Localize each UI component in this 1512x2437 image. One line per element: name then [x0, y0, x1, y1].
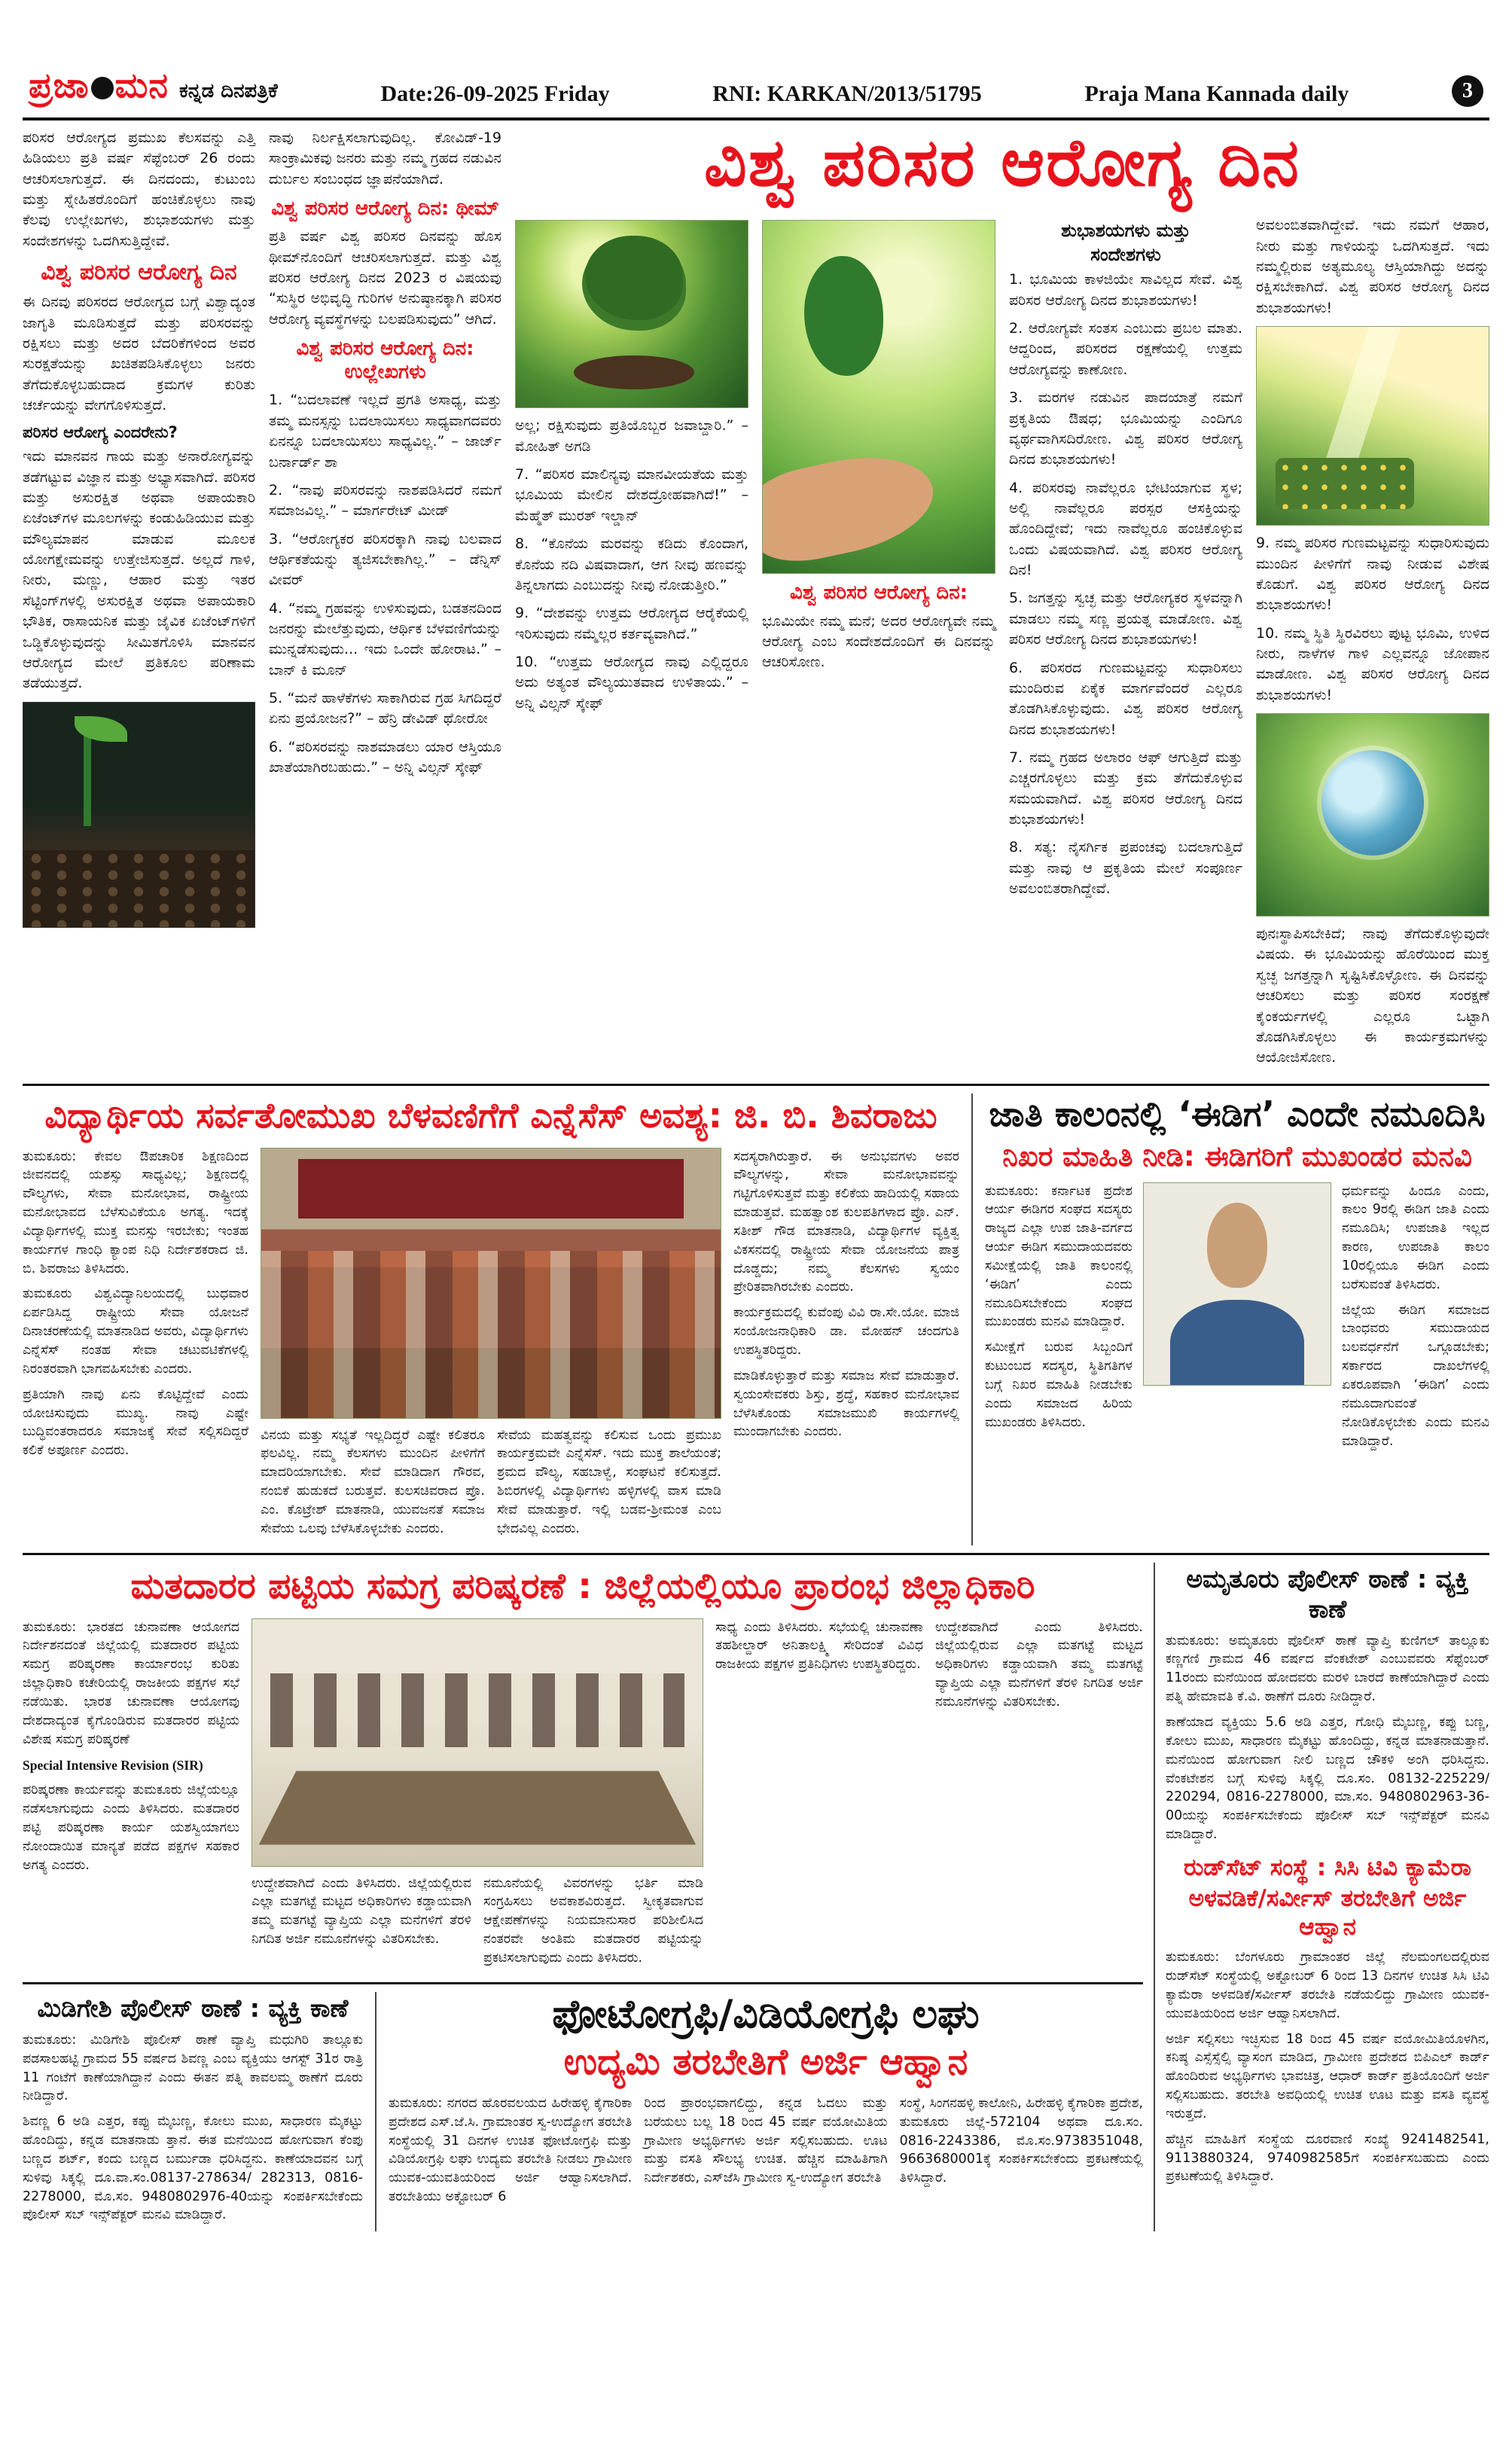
- lower-left-region: [23, 1563, 1143, 2232]
- list-item: 2. ಆರೋಗ್ಯವೇ ಸಂತಸ ಎಂಬುದು ಪ್ರಬಲ ಮಾತು. ಆದ್ದರಿಂದ, ಪರಿಸರದ ರಕ್ಷಣೆಯಲ್ಲಿ ಉತ್ತಮ ಆರೋಗ್ಯವನ್ನು ಕಾಣೋಣ.: [1009, 320, 1242, 378]
- article-eediga: [985, 1093, 1489, 1545]
- list-item: 10. “ಉತ್ತಮ ಆರೋಗ್ಯದ ನಾವು ಎಲ್ಲಿದ್ದರೂ ಅದು ಅತ್ಯಂತ ವೌಲ್ಯಯುತವಾದ ಉಳಿತಾಯ.” – ಅನ್ನಿ ವಿಲ್ಸನ್ ಸ್ಕೇಫ್: [515, 653, 748, 712]
- body-text: ಈ ದಿನವು ಪರಿಸರದ ಆರೋಗ್ಯದ ಬಗ್ಗೆ ವಿಶ್ವಾದ್ಯಂತ ಜಾಗೃತಿ ಮೂಡಿಸುತ್ತದೆ ಮತ್ತು ಪರಿಸರವನ್ನು ರಕ್ಷಿಸಲು ಮತ್ತು ಅದರ ಬೆದರಿಕೆಗಳಿಂದ ಅವರ ಸುರಕ್ಷತೆಯನ್ನು ಖಚಿತಪಡಿಸಿಕೊಳ್ಳಲು ಜನರು ತೆಗೆದುಕೊಳ್ಳಬಹುದಾದ ಕ್ರಮಗಳ ಕುರಿತು ಚರ್ಚೆಯನ್ನು ವೇಗಗೊಳಿಸುತ್ತದೆ.: [23, 294, 255, 413]
- section-divider: [23, 1084, 1489, 1086]
- list-item: 6. “ಪರಿಸರವನ್ನು ನಾಶಮಾಡಲು ಯಾರ ಆಸ್ತಿಯೂ ಖಾತೆಯಾಗಿರಬಹುದು.” – ಅನ್ನಿ ವಿಲ್ಸನ್ ಸ್ಕೇಫ್: [269, 738, 501, 776]
- soil-mound-shape: [574, 355, 694, 389]
- flowers-shape: [1276, 458, 1415, 509]
- eediga-headline: ಜಾತಿ ಕಾಲಂನಲ್ಲಿ ‘ಈಡಿಗ’ ಎಂದೇ ನಮೂದಿಸಿ: [989, 1093, 1486, 1134]
- globe-shape: [1321, 750, 1424, 855]
- eediga-middle: [1143, 1182, 1331, 1458]
- list-item: 1. ಭೂಮಿಯ ಕಾಳಜಿಯೇ ಸಾವಿಲ್ಲದ ಸೇವೆ. ವಿಶ್ವ ಪರಿಸರ ಆರೋಗ್ಯ ದಿನದ ಶುಭಾಶಯಗಳು!: [1009, 271, 1242, 309]
- column-rule: [375, 1992, 376, 2231]
- body-text: ಅರ್ಜಿ ಸಲ್ಲಿಸಲು ಇಚ್ಛಿಸುವ 18 ರಿಂದ 45 ವರ್ಷ ವಯೋಮಿತಿಯೊಳಗಿನ, ಕನಿಷ್ಠ ಎಸ್ಸೆಸ್ಸೆಲ್ಸಿ ವ್ಯಾಸಂಗ ಮಾಡಿದ, ಗ್ರಾಮೀಣ ಪ್ರದೇಶದ ಬಿಪಿಎಲ್ ಕಾರ್ಡ್ ಹೊಂದಿರುವ ಅಭ್ಯರ್ಥಿಗಳು ಭಾವಚಿತ್ರ, ಆಧಾರ್ ಕಾರ್ಡ್ ಪ್ರತಿಯೊಂದಿಗೆ ಅರ್ಜಿ ಸಲ್ಲಿಸಬಹುದು. ತರಬೇತಿ ಅವಧಿಯಲ್ಲಿ ಉಚಿತ ಊಟ ಮತ್ತು ವಸತಿ ವ್ಯವಸ್ಥೆ ಇರುತ್ತದೆ.: [1166, 2031, 1489, 2121]
- section-divider: [23, 1982, 1143, 1984]
- section-two: [23, 1093, 1489, 1545]
- article-world-environment-health-day: [23, 124, 1489, 1076]
- lead-column-3: [515, 215, 748, 1075]
- people-shapes: [261, 1251, 721, 1418]
- greetings-list: [1009, 270, 1242, 899]
- body-text: ತುಮಕೂರು ವಿಶ್ವವಿದ್ಯಾನಿಲಯದಲ್ಲಿ ಬುಧವಾರ ಏರ್ಪಡಿಸಿದ್ದ ರಾಷ್ಟ್ರೀಯ ಸೇವಾ ಯೋಜನೆ ದಿನಾಚರಣೆಯಲ್ಲಿ ಮಾತನಾಡಿದ ಅವರು, ವಿದ್ಯಾರ್ಥಿಗಳು ಎನ್ನೆಸೆಸ್ ನಂತಹ ಸೇವಾ ಚಟುವಟಿಕೆಗಳಲ್ಲಿ ನಿರಂತರವಾಗಿ ಭಾಗವಹಿಸಬೇಕು ಎಂದರು.: [23, 1286, 248, 1377]
- sprout-shape: [84, 724, 91, 825]
- photo-globe-on-leaf: [1256, 713, 1489, 917]
- lead-column-5: [1009, 215, 1242, 1075]
- meeting-people-shapes: [270, 1673, 684, 1747]
- article-midigesi-missing: [23, 1992, 363, 2231]
- eediga-column-1: [985, 1182, 1132, 1458]
- subhead-day: ವಿಶ್ವ ಪರಿಸರ ಆರೋಗ್ಯ ದಿನ: [41, 259, 237, 286]
- eediga-column-2: [1342, 1182, 1489, 1458]
- body-text: ಭೂಮಿಯೇ ನಮ್ಮ ಮನೆ; ಅದರ ಆರೋಗ್ಯವೇ ನಮ್ಮ ಆರೋಗ್ಯ ಎಂಬ ಸಂದೇಶದೊಂದಿಗೆ ಈ ದಿನವನ್ನು ಆಚರಿಸೋಣ.: [762, 612, 995, 671]
- quotes-list-2: [515, 465, 748, 714]
- sapling-shape: [804, 256, 883, 376]
- lead-column-2: [269, 128, 501, 1076]
- body-text: ಪರಿಸರ ಆರೋಗ್ಯದ ಪ್ರಮುಖ ಕೆಲಸವನ್ನು ಎತ್ತಿ ಹಿಡಿಯಲು ಪ್ರತಿ ವರ್ಷ ಸೆಪ್ಟೆಂಬರ್ 26 ರಂದು ಆಚರಿಸಲಾಗುತ್ತದೆ. ಈ ದಿನದಂದು, ಕುಟುಂಬ ಮತ್ತು ಸ್ನೇಹಿತರೊಂದಿಗೆ ಹಂಚಿಕೊಳ್ಳಲು ನಾವು ಕೆಲವು ಉಲ್ಲೇಖಗಳು, ಶುಭಾಶಯಗಳು ಮತ್ತು ಸಂದೇಶಗಳನ್ನು ಒದಗಿಸುತ್ತಿದ್ದೇವೆ.: [23, 130, 255, 249]
- list-item: 1. “ಬದಲಾವಣೆ ಇಲ್ಲದೆ ಪ್ರಗತಿ ಅಸಾಧ್ಯ, ಮತ್ತು ತಮ್ಮ ಮನಸ್ಸನ್ನು ಬದಲಾಯಿಸಲು ಸಾಧ್ಯವಾಗದವರು ಏನನ್ನೂ ಬದಲಾಯಿಸಲು ಸಾಧ್ಯವಿಲ್ಲ.” – ಜಾರ್ಜ್ ಬರ್ನಾರ್ಡ್ ಶಾ: [269, 392, 501, 471]
- body-text: ತುಮಕೂರು: ಕರ್ನಾಟಕ ಪ್ರದೇಶ ಆರ್ಯ ಈಡಿಗರ ಸಂಘದ ಸದಸ್ಯರು ರಾಜ್ಯದ ಎಲ್ಲಾ ಉಪ ಜಾತಿ-ವರ್ಗದ ಆರ್ಯ ಈಡಿಗ ಸಮುದಾಯದವರು ಸಮೀಕ್ಷೆಯಲ್ಲಿ ಜಾತಿ ಕಾಲಂನಲ್ಲಿ ‘ಈಡಿಗ’ ಎಂದು ನಮೂದಿಸಬೇಕೆಂದು ಸಂಘದ ಮುಖಂಡರು ಮನವಿ ಮಾಡಿದ್ದಾರೆ.: [985, 1183, 1132, 1330]
- list-item: 7. ನಮ್ಮ ಗ್ರಹದ ಅಲಾರಂ ಆಫ್ ಆಗುತ್ತಿದೆ ಮತ್ತು ಎಚ್ಚರಗೊಳ್ಳಲು ಮತ್ತು ಕ್ರಮ ತೆಗೆದುಕೊಳ್ಳುವ ಸಮಯವಾಗಿದೆ. ವಿಶ್ವ ಪರಿಸರ ಆರೋಗ್ಯ ದಿನದ ಶುಭಾಶಯಗಳು!: [1009, 749, 1242, 828]
- subhead-theme: ವಿಶ್ವ ಪರಿಸರ ಆರೋಗ್ಯ ದಿನ: ಥೀಮ್: [271, 197, 499, 221]
- body-text: ನಾವು ನಿರ್ಲಕ್ಷಿಸಲಾಗುವುದಿಲ್ಲ. ಕೋವಿಡ್-19 ಸಾಂಕ್ರಾಮಿಕವು ಜನರು ಮತ್ತು ನಮ್ಮ ಗ್ರಹದ ನಡುವಿನ ದುರ್ಬಲ ಸಂಬಂಧದ ಜ್ಞಾಪನೆಯಾಗಿದೆ.: [269, 130, 501, 188]
- list-item: 4. “ನಮ್ಮ ಗ್ರಹವನ್ನು ಉಳಿಸುವುದು, ಬಡತನದಿಂದ ಜನರನ್ನು ಮೇಲೆತ್ತುವುದು, ಆರ್ಥಿಕ ಬೆಳವಣಿಗೆಯನ್ನು ಮುನ್ನಡೆಸುವುದು... ಇದು ಒಂದೇ ಹೋರಾಟ.” – ಬಾನ್ ಕಿ ಮೂನ್: [269, 599, 501, 679]
- photo-sunlit-plants: [1256, 326, 1489, 526]
- amrutur-headline: ಅಮೃತೂರು ಪೊಲೀಸ್ ಠಾಣೆ : ವ್ಯಕ್ತಿ ಕಾಣೆ: [1186, 1563, 1469, 1624]
- nss-below-col-1: [261, 1426, 485, 1545]
- header-rule: [23, 117, 1489, 120]
- photo-dc-meeting: [251, 1618, 703, 1867]
- body-text: ಮಾಡಿಕೊಳ್ಳುತ್ತಾರೆ ಮತ್ತು ಸಮಾಜ ಸೇವೆ ಮಾಡುತ್ತಾರೆ. ಸ್ವಯಂಸೇವಕರು ಶಿಸ್ತು, ಶ್ರದ್ಧೆ, ಸಹಕಾರ ಮನೋಭಾವ ಬೆಳೆಸಿಕೊಂಡು ಸಮಾಜಮುಖಿ ಕಾರ್ಯಗಳಲ್ಲಿ ಮುಂದಾಗಬೇಕು ಎಂದರು.: [733, 1368, 959, 1440]
- nss-column-3: [733, 1148, 959, 1545]
- body-text: ಹೆಚ್ಚಿನ ಮಾಹಿತಿಗೆ ಸಂಸ್ಥೆಯ ದೂರವಾಣಿ ಸಂಖ್ಯೆ 9241482541, 9113880324, 9740982585ಗೆ ಸಂಪರ್ಕಿಸಬಹುದು ಎಂದು ಪ್ರಕಟಣೆಯಲ್ಲಿ ತಿಳಿಸಿದ್ದಾರೆ.: [1166, 2131, 1489, 2185]
- body-text: ಕಾರ್ಯಕ್ರಮದಲ್ಲಿ ಕುವೆಂಪು ವಿವಿ ರಾ.ಸೇ.ಯೋ. ಮಾಜಿ ಸಂಯೋಜನಾಧಿಕಾರಿ ಡಾ. ಮೋಹನ್ ಚಂದಗುತಿ ಉಪಸ್ಥಿತರಿದ್ದರು.: [733, 1305, 959, 1359]
- training-column-2: [644, 2094, 887, 2213]
- meeting-table-shape: [259, 1771, 696, 1844]
- list-item: 9. “ದೇಶವನ್ನು ಉತ್ತಮ ಆರೋಗ್ಯದ ಆರೈಕೆಯಲ್ಲಿ ಇರಿಸುವುದು ನಮ್ಮೆಲ್ಲರ ಕರ್ತವ್ಯವಾಗಿದೆ.”: [515, 605, 748, 642]
- nss-below-col-2: [497, 1426, 721, 1545]
- lead-column-1: [23, 128, 255, 1076]
- midigesi-headline: ಮಿಡಿಗೇಶಿ ಪೊಲೀಸ್ ಠಾಣೆ : ವ್ಯಕ್ತಿ ಕಾಣೆ: [37, 1993, 349, 2023]
- greetings-heading-line1: ಶುಭಾಶಯಗಳು ಮತ್ತು: [1061, 220, 1190, 242]
- body-text: ವಿನಯ ಮತ್ತು ಸಭ್ಯತೆ ಇಲ್ಲದಿದ್ದರೆ ಎಷ್ಟೇ ಕಲಿತರೂ ಫಲವಿಲ್ಲ. ನಮ್ಮ ಕೆಲಸಗಳು ಮುಂದಿನ ಪೀಳಿಗೆಗೆ ಮಾದರಿಯಾಗಬೇಕು. ಸೇವೆ ಮಾಡಿದಾಗ ಗೌರವ, ನಂಬಿಕೆ ಹುಡುಕದೆ ಬರುತ್ತವೆ. ಕುಲಸಚಿವರಾದ ಪ್ರೊ. ಎಂ. ಕೊಟ್ರೇಶ್ ಮಾತನಾಡಿ, ಯುವಜನತೆ ಸಮಾಜ ಸೇವೆಯ ಒಲವು ಬೆಳೆಸಿಕೊಳ್ಳಬೇಕು ಎಂದರು.: [261, 1427, 485, 1536]
- sir-headline: ಮತದಾರರ ಪಟ್ಟಿಯ ಸಮಗ್ರ ಪರಿಷ್ಕರಣೆ : ಜಿಲ್ಲೆಯಲ್ಲಿಯೂ ಪ್ರಾರಂಭ ಜಿಲ್ಲಾಧಿಕಾರಿ: [130, 1565, 1035, 1607]
- list-item: 2. “ನಾವು ಪರಿಸರವನ್ನು ನಾಶಪಡಿಸಿದರೆ ನಮಗೆ ಸಮಾಜವಿಲ್ಲ.” – ಮಾರ್ಗರೇಟ್ ಮೀಡ್: [269, 481, 501, 520]
- list-item: 8. “ಕೊನೆಯ ಮರವನ್ನು ಕಡಿದು ಕೊಂದಾಗ, ಕೊನೆಯ ನದಿ ವಿಷವಾದಾಗ, ಆಗ ನೀವು ಹಣವನ್ನು ತಿನ್ನಲಾಗದು ಎಂಬುದನ್ನು ನೀವು ನೋಡುತ್ತೀರಿ.”: [515, 535, 748, 593]
- article-rudset-training: [1166, 1853, 1489, 2186]
- body-text: ಸೇವೆಯ ಮಹತ್ವವನ್ನು ಕಲಿಸುವ ಒಂದು ಪ್ರಮುಖ ಕಾರ್ಯಕ್ರಮವೇ ಎನ್ನೆಸೆಸ್. ಇದು ಮುಕ್ತ ಶಾಲೆಯಂತೆ; ಶ್ರಮದ ವೌಲ್ಯ, ಸಹಬಾಳ್ವೆ, ಸಂಘಟನೆ ಕಲಿಸುತ್ತದೆ. ಶಿಬಿರಗಳಲ್ಲಿ ವಿದ್ಯಾರ್ಥಿಗಳು ಹಳ್ಳಿಗಳಲ್ಲಿ ವಾಸ ಮಾಡಿ ಸೇವೆ ಮಾಡುತ್ತಾರೆ. ಇಲ್ಲಿ ಬಡವ-ಶ್ರೀಮಂತ ಎಂಬ ಭೇದವಿಲ್ಲ ಎಂದರು.: [497, 1427, 721, 1536]
- sir-column-5: [935, 1618, 1143, 1975]
- body-text: ತುಮಕೂರು: ಕೇವಲ ಔಪಚಾರಿಕ ಶಿಕ್ಷಣದಿಂದ ಜೀವನದಲ್ಲಿ ಯಶಸ್ಸು ಸಾಧ್ಯವಿಲ್ಲ; ಶಿಕ್ಷಣದಲ್ಲಿ ವೌಲ್ಯಗಳು, ಸೇವಾ ಮನೋಭಾವ, ರಾಷ್ಟ್ರೀಯ ಮನೋಭಾವದ ಬೆಳೆಸುವಿಕೆಯೂ ಅಗತ್ಯ. ಇದಕ್ಕೆ ವಿದ್ಯಾರ್ಥಿಗಳಲ್ಲಿ ಮುಕ್ತ ಮನಸ್ಸು ಇರಬೇಕು; ಇಂತಹ ಕಾರ್ಯಗಳ ಗಾಂಧಿ ಕ್ಯಾಂಪ ನಿಧಿ ನಿರ್ದೇಶಕರಾದ ಜಿ. ಬಿ. ಶಿವರಾಜು ತಿಳಿಸಿದರು.: [23, 1148, 248, 1276]
- portrait-head-shape: [1207, 1203, 1267, 1288]
- rni-number: RNI: KARKAN/2013/51795: [712, 81, 982, 106]
- lead-column-6: [1256, 215, 1489, 1075]
- training-column-3: [900, 2094, 1143, 2213]
- body-text: ಇದು ಮಾನವನ ಗಾಯ ಮತ್ತು ಅನಾರೋಗ್ಯವನ್ನು ತಡೆಗಟ್ಟುವ ವಿಜ್ಞಾನ ಮತ್ತು ಅಭ್ಯಾಸವಾಗಿದೆ. ಪರಿಸರ ಮತ್ತು ಅಸುರಕ್ಷಿತ ಅಥವಾ ಅಪಾಯಕಾರಿ ಏಜೆಂಟ್‌ಗಳ ಮೂಲಗಳನ್ನು ಕಂಡುಹಿಡಿಯುವ ಮತ್ತು ಮೌಲ್ಯಮಾಪನ ಮಾಡುವ ಮೂಲಕ ಯೋಗಕ್ಷೇಮವನ್ನು ಉತ್ತೇಜಿಸುತ್ತದೆ. ಅಲ್ಲದೆ ಗಾಳಿ, ನೀರು, ಮಣ್ಣು, ಆಹಾರ ಮತ್ತು ಇತರ ಸೆಟ್ಟಿಂಗ್‌ಗಳಲ್ಲಿ ಅಸುರಕ್ಷಿತ ಅಥವಾ ಅಪಾಯಕಾರಿ ಭೌತಿಕ, ರಾಸಾಯನಿಕ ಮತ್ತು ಜೈವಿಕ ಏಜೆಂಟ್‌ಗಳಿಗೆ ಒಡ್ಡಿಕೊಳ್ಳುವುದನ್ನು ಸೀಮಿತಗೊಳಿಸಿ ಮಾನವನ ಆರೋಗ್ಯದ ಮೇಲೆ ಪ್ರತಿಕೂಲ ಪರಿಣಾಮ ತಡೆಯುತ್ತದೆ.: [23, 448, 255, 692]
- lower-region: [23, 1563, 1489, 2232]
- body-text: ಸಂಸ್ಥೆ, ಸಿಂಗನಹಳ್ಳಿ ಕಾಲೋನಿ, ಹಿರೇಹಳ್ಳಿ ಕೈಗಾರಿಕಾ ಪ್ರದೇಶ, ತುಮಕೂರು ಜಿಲ್ಲೆ-572104 ಅಥವಾ ದೂ.ಸಂ. 0816-2243386, ಮೊ.ಸಂ.9738351048, 9663680001ಕ್ಕೆ ಸಂಪರ್ಕಿಸಬೇಕೆಂದು ಪ್ರಕಟಣೆಯಲ್ಲಿ ತಿಳಿಸಿದ್ದಾರೆ.: [899, 2095, 1143, 2186]
- list-item: 5. “ಮನೆ ಹಾಳೆಕೆಗಳು ಸಾಕಾಗಿರುವ ಗ್ರಹ ಸಿಗದಿದ್ದರೆ ಏನು ಪ್ರಯೋಜನ?” – ಹೆನ್ರಿ ಡೇವಿಡ್ ಥೋರೋ: [269, 690, 501, 727]
- nss-column-1: [23, 1148, 248, 1545]
- masthead-title: [29, 65, 169, 107]
- page-header: [23, 65, 1489, 114]
- lower-right-region: [1166, 1563, 1489, 2232]
- list-item: 4. ಪರಿಸರವು ನಾವೆಲ್ಲರೂ ಭೇಟಿಯಾಗುವ ಸ್ಥಳ; ಅಲ್ಲಿ ನಾವೆಲ್ಲರೂ ಪರಸ್ಪರ ಆಸಕ್ತಿಯನ್ನು ಹೊಂದಿದ್ದೇವೆ; ಇದು ನಾವೆಲ್ಲರೂ ಹಂಚಿಕೊಳ್ಳುವ ಒಂದು ವಿಷಯವಾಗಿದೆ. ವಿಶ್ವ ಪರಿಸರ ಆರೋಗ್ಯ ದಿನ!: [1009, 479, 1242, 579]
- list-item: 6. ಪರಿಸರದ ಗುಣಮಟ್ಟವನ್ನು ಸುಧಾರಿಸಲು ಮುಂದಿರುವ ಏಕೈಕ ಮಾರ್ಗವೆಂದರೆ ಎಲ್ಲರೂ ತೊಡಗಿಸಿಕೊಳ್ಳುವುದು. ವಿಶ್ವ ಪರಿಸರ ಆರೋಗ್ಯ ದಿನದ ಶುಭಾಶಯಗಳು!: [1009, 659, 1242, 738]
- masthead-subtitle: ಕನ್ನಡ ದಿನಪತ್ರಿಕೆ: [179, 80, 278, 102]
- article-amrutur-missing: [1166, 1564, 1489, 1844]
- mini-subhead: ವಿಶ್ವ ಪರಿಸರ ಆರೋಗ್ಯ ದಿನ:: [789, 581, 968, 605]
- leaf-shape: [75, 716, 127, 742]
- sir-column-1: [23, 1618, 239, 1975]
- bottom-notices: [23, 1992, 1143, 2231]
- body-text: ತುಮಕೂರು: ಅಮೃತೂರು ಪೊಲೀಸ್ ಠಾಣೆ ವ್ಯಾಪ್ತಿ ಕುಣಿಗಲ್ ತಾಲ್ಲೂಕು ಕಣ್ಣಗಣಿ ಗ್ರಾಮದ 46 ವರ್ಷದ ವೆಂಕಟೇಶ್ ಎಂಬುವವರು ಸೆಪ್ಟೆಂಬರ್ 11ರಂದು ಮನೆಯಿಂದ ಹೋದವರು ಮರಳಿ ಬಾರದೆ ಕಾಣೆಯಾಗಿದ್ದಾರೆ ಎಂದು ಪತ್ನಿ ಹೇಮಾವತಿ ಕೆ.ವಿ. ಠಾಣೆಗೆ ದೂರು ನೀಡಿದ್ದಾರೆ.: [1166, 1633, 1489, 1705]
- body-text: ತುಮಕೂರು: ನಗರದ ಹೊರವಲಯದ ಹಿರೇಹಳ್ಳಿ ಕೈಗಾರಿಕಾ ಪ್ರದೇಶದ ಎಸ್.ಜೆ.ಸಿ. ಗ್ರಾಮಾಂತರ ಸ್ವ-ಉದ್ಯೋಗ ತರಬೇತಿ ಸಂಸ್ಥೆಯಲ್ಲಿ 31 ದಿನಗಳ ಉಚಿತ ಫೋಟೋಗ್ರಫಿ ಮತ್ತು ವಿಡಿಯೋಗ್ರಫಿ ಲಘು ಉದ್ಯಮ ತರಬೇತಿ ನೀಡಲು ಗ್ರಾಮೀಣ ಯುವಕ-ಯುವತಿಯರಿಂದ ಅರ್ಜಿ ಆಹ್ವಾನಿಸಲಾಗಿದೆ. ತರಬೇತಿಯು ಅಕ್ಟೋಬರ್ 6: [389, 2095, 633, 2205]
- body-text: ಸದಸ್ಯರಾಗಿರುತ್ತಾರೆ. ಈ ಅನುಭವಗಳು ಅವರ ವೌಲ್ಯಗಳನ್ನು, ಸೇವಾ ಮನೋಭಾವವನ್ನು ಗಟ್ಟಿಗೊಳಿಸುತ್ತವೆ ಮತ್ತು ಕಲಿಕೆಯ ಹಾದಿಯಲ್ಲಿ ಸಹಾಯ ಮಾಡುತ್ತವೆ. ಮಹತ್ವಾಂಶ ಕುಲಪತಿಗಳಾದ ಪ್ರೊ. ಎನ್. ಸತೀಶ್ ಗೌಡ ಮಾತನಾಡಿ, ವಿದ್ಯಾರ್ಥಿಗಳ ವ್ಯಕ್ತಿತ್ವ ವಿಕಸನದಲ್ಲಿ ರಾಷ್ಟ್ರೀಯ ಸೇವಾ ಯೋಜನೆಯ ಪಾತ್ರ ದೊಡ್ಡದು; ನಮ್ಮ ಕೆಲಸಗಳು ಸ್ವಯಂ ಪ್ರೇರಿತವಾಗಿರಬೇಕು ಎಂದರು.: [733, 1148, 959, 1295]
- date-line: Date:26-09-2025 Friday: [380, 81, 610, 106]
- body-text: ಸಾಧ್ಯ ಎಂದು ತಿಳಿಸಿದರು. ಸಭೆಯಲ್ಲಿ ಚುನಾವಣಾ ತಹಶೀಲ್ದಾರ್ ಅನಿತಾಲಕ್ಷ್ಮಿ ಸೇರಿದಂತೆ ವಿವಿಧ ರಾಜಕೀಯ ಪಕ್ಷಗಳ ಪ್ರತಿನಿಧಿಗಳು ಉಪಸ್ಥಿತರಿದ್ದರು.: [715, 1619, 923, 1673]
- sir-below-col-1: [251, 1874, 471, 1975]
- portrait-shoulders-shape: [1170, 1300, 1305, 1386]
- body-text: ತುಮಕೂರು: ಮಿಡಿಗೇಶಿ ಪೊಲೀಸ್ ಠಾಣೆ ವ್ಯಾಪ್ತಿ ಮಧುಗಿರಿ ತಾಲ್ಲೂಕು ಪಡಸಾಲಹಟ್ಟಿ ಗ್ರಾಮದ 55 ವರ್ಷದ ಶಿವಣ್ಣ ಎಂಬ ವ್ಯಕ್ತಿಯು ಆಗಸ್ಟ್ 31ರ ರಾತ್ರಿ 11 ಗಂಟೆಗೆ ಕಾಣೆಯಾಗಿದ್ದಾನೆ ಎಂದು ಈತನ ಪತ್ನಿ ಕಾವಲಮ್ಮ ಠಾಣೆಗೆ ದೂರು ನೀಡಿದ್ದಾರೆ.: [23, 2032, 363, 2104]
- event-banner-shape: [298, 1159, 684, 1218]
- paper-name-english: Praja Mana Kannada daily: [1084, 81, 1349, 106]
- arm-shape: [762, 442, 942, 570]
- article-nss: [23, 1093, 959, 1545]
- body-text: ಧರ್ಮವನ್ನು ಹಿಂದೂ ಎಂದು, ಕಾಲಂ 9ರಲ್ಲಿ ಈಡಿಗ ಜಾತಿ ಎಂದು ನಮೂದಿಸಿ; ಉಪಜಾತಿ ಇಲ್ಲದ ಕಾರಣ, ಉಪಜಾತಿ ಕಾಲಂ 10ರಲ್ಲಿಯೂ ಈಡಿಗ ಎಂದು ಬರೆಸುವಂತೆ ತಿಳಿಸಿದರು.: [1342, 1183, 1489, 1292]
- body-text: ಜಿಲ್ಲೆಯ ಈಡಿಗ ಸಮಾಜದ ಬಾಂಧವರು ಸಮುದಾಯದ ಬಲವರ್ಧನೆಗೆ ಒಗ್ಗೂಡಬೇಕು; ಸರ್ಕಾರದ ದಾಖಲೆಗಳಲ್ಲಿ ಏಕರೂಪವಾಗಿ ‘ಈಡಿಗ’ ಎಂದು ನಮೂದಾಗುವಂತೆ ನೋಡಿಕೊಳ್ಳಬೇಕು ಎಂದು ಮನವಿ ಮಾಡಿದ್ದಾರೆ.: [1342, 1302, 1489, 1449]
- masthead-logo-icon: [91, 77, 114, 99]
- sir-middle: [251, 1618, 703, 1975]
- body-text: ಪರಿಷ್ಕರಣಾ ಕಾರ್ಯವನ್ನು ತುಮಕೂರು ಜಿಲ್ಲೆಯಲ್ಲೂ ನಡೆಸಲಾಗುವುದು ಎಂದು ತಿಳಿಸಿದರು. ಮತದಾರರ ಪಟ್ಟಿ ಪರಿಷ್ಕರಣಾ ಕಾರ್ಯ ಯಶಸ್ವಿಯಾಗಲು ನೋಂದಾಯಿತ ಮಾನ್ಯತೆ ಪಡೆದ ಪಕ್ಷಗಳ ಸಹಕಾರ ಅಗತ್ಯ ಎಂದರು.: [23, 1783, 239, 1873]
- article-voter-list-sir: [23, 1566, 1143, 1975]
- greetings-heading-line2: ಸಂದೇಶಗಳು: [1090, 244, 1161, 266]
- body-text: ಪುನಃಸ್ಥಾಪಿಸಬೇಕಿದೆ; ನಾವು ತೆಗೆದುಕೊಳ್ಳುವುದೇ ವಿಷಯ. ಈ ಭೂಮಿಯನ್ನು ಹೊರೆಯಿಂದ ಮುಕ್ತ ಸ್ವಚ್ಛ ಜಗತ್ತನ್ನಾಗಿ ಸೃಷ್ಟಿಸಿಕೊಳ್ಳೋಣ. ಈ ದಿನವನ್ನು ಆಚರಿಸಲು ಮತ್ತು ಪರಿಸರ ಸಂರಕ್ಷಣೆ ಕೈಂಕರ್ಯಗಳಲ್ಲಿ ಎಲ್ಲರೂ ಒಟ್ಟಾಗಿ ತೊಡಗಿಸಿಕೊಳ್ಳಲು ಈ ಕಾರ್ಯಕ್ರಮಗಳನ್ನು ಆಯೋಜಿಸೋಣ.: [1256, 926, 1489, 1066]
- list-item: 10. ನಮ್ಮ ಸ್ಥಿತಿ ಸ್ಥಿರವಿರಲು ಪುಟ್ಟ ಭೂಮಿ, ಉಳಿದ ನೀರು, ನಾಳೆಗಳ ಗಾಳಿ ಎಲ್ಲವನ್ನೂ ಜೋಪಾನ ಮಾಡೋಣ. ವಿಶ್ವ ಪರಿಸರ ಆರೋಗ್ಯ ದಿನದ ಶುಭಾಶಯಗಳು!: [1256, 624, 1489, 703]
- tree-canopy-shape: [585, 236, 682, 320]
- list-item: 8. ಸತ್ಯ: ನೈಸರ್ಗಿಕ ಪ್ರಪಂಚವು ಬದಲಾಗುತ್ತಿದೆ ಮತ್ತು ನಾವು ಆ ಪ್ರಕೃತಿಯ ಮೇಲೆ ಸಂಪೂರ್ಣ ಅವಲಂಬಿತರಾಗಿದ್ದೇವೆ.: [1009, 839, 1242, 898]
- sir-column-4: [715, 1618, 923, 1975]
- masthead: [29, 65, 278, 107]
- rudset-headline-line1: ರುಡ್‌ಸೆಟ್ ಸಂಸ್ಥೆ : ಸಿಸಿ ಟಿವಿ ಕ್ಯಾಮೆರಾ: [1184, 1853, 1471, 1881]
- nss-middle: [261, 1148, 721, 1545]
- column-rule: [1154, 1563, 1155, 2232]
- photo-tree-in-hands: [515, 220, 748, 408]
- masthead-word2: ಮನ: [114, 65, 169, 105]
- body-text-english: Special Intensive Revision (SIR): [23, 1757, 203, 1773]
- list-item: 5. ಜಗತ್ತನ್ನು ಸ್ವಚ್ಛ ಮತ್ತು ಆರೋಗ್ಯಕರ ಸ್ಥಳವನ್ನಾಗಿ ಮಾಡಲು ನಮ್ಮ ಸಣ್ಣ ಪ್ರಯತ್ನ ಮಾಡೋಣ. ವಿಶ್ವ ಪರಿಸರ ಆರೋಗ್ಯ ದಿನದ ಶುಭಾಶಯಗಳು!: [1009, 590, 1242, 648]
- subhead-quotes: ವಿಶ್ವ ಪರಿಸರ ಆರೋಗ್ಯ ದಿನ: ಉಲ್ಲೇಖಗಳು: [296, 337, 474, 384]
- section-divider: [23, 1553, 1489, 1555]
- masthead-word1: ಪ್ರಜಾ: [29, 65, 90, 105]
- sir-below-col-2: [483, 1874, 703, 1975]
- photo-hand-holding-sapling: [762, 220, 995, 574]
- photo-seedling-in-soil: [23, 702, 255, 928]
- body-text: ತುಮಕೂರು: ಭಾರತದ ಚುನಾವಣಾ ಆಯೋಗದ ನಿರ್ದೇಶನದಂತೆ ಜಿಲ್ಲೆಯಲ್ಲಿ ಮತದಾರರ ಪಟ್ಟಿಯ ಸಮಗ್ರ ಪರಿಷ್ಕರಣಾ ಕಾರ್ಯಾರಂಭ ಕುರಿತು ಜಿಲ್ಲಾಧಿಕಾರಿ ಕಚೇರಿಯಲ್ಲಿ ರಾಜಕೀಯ ಪಕ್ಷಗಳ ಸಭೆ ನಡೆಯಿತು. ಭಾರತ ಚುನಾವಣಾ ಆಯೋಗವು ದೇಶದಾದ್ಯಂತ ಕೈಗೊಂಡಿರುವ ಮತದಾರರ ಪಟ್ಟಿಯ ವಿಶೇಷ ಸಮಗ್ರ ಪರಿಷ್ಕರಣೆ: [23, 1619, 239, 1747]
- greetings-list-continued: [1256, 533, 1489, 706]
- quotes-list-1: [269, 390, 501, 778]
- body-text: ಪ್ರತಿ ವರ್ಷ ವಿಶ್ವ ಪರಿಸರ ದಿನವನ್ನು ಹೊಸ ಥೀಮ್‌ನೊಂದಿಗೆ ಆಚರಿಸಲಾಗುತ್ತದೆ. ಮತ್ತು ವಿಶ್ವ ಪರಿಸರ ಆರೋಗ್ಯ ದಿನದ 2023 ರ ವಿಷಯವು “ಸುಸ್ಥಿರ ಅಭಿವೃದ್ಧಿ ಗುರಿಗಳ ಅನುಷ್ಠಾನಕ್ಕಾಗಿ ಪರಿಸರ ಆರೋಗ್ಯ ವ್ಯವಸ್ಥೆಗಳನ್ನು ಬಲಪಡಿಸುವುದು” ಆಗಿದೆ.: [269, 228, 501, 328]
- page-number-badge: 3: [1452, 75, 1483, 107]
- article-photography-training: [389, 1992, 1143, 2231]
- photo-nss-event-dais: [261, 1148, 721, 1419]
- question-head: ಪರಿಸರ ಆರೋಗ್ಯ ಎಂದರೇನು?: [23, 423, 178, 442]
- body-text: ಉದ್ದೇಶವಾಗಿದೆ ಎಂದು ತಿಳಿಸಿದರು. ಜಿಲ್ಲೆಯಲ್ಲಿರುವ ಎಲ್ಲಾ ಮತಗಟ್ಟೆ ಮಟ್ಟದ ಅಧಿಕಾರಿಗಳು ಕಡ್ಡಾಯವಾಗಿ ತಮ್ಮ ಮತಗಟ್ಟೆ ವ್ಯಾಪ್ತಿಯ ಎಲ್ಲಾ ಮನೆಗಳಿಗೆ ತೆರಳಿ ನಿಗದಿತ ಅರ್ಜಿ ನಮೂನೆಗಳನ್ನು ವಿತರಿಸಬೇಕು.: [935, 1619, 1143, 1710]
- nss-headline: ವಿದ್ಯಾರ್ಥಿಯ ಸರ್ವತೋಮುಖ ಬೆಳವಣಿಗೆಗೆ ಎನ್ನೆಸೆಸ್ ಅವಶ್ಯ: ಜಿ. ಬಿ. ಶಿವರಾಜು: [44, 1094, 937, 1136]
- list-item: 3. “ಆರೋಗ್ಯಕರ ಪರಿಸರಕ್ಕಾಗಿ ನಾವು ಬಲವಾದ ಆರ್ಥಿಕತೆಯನ್ನು ತ್ಯಜಿಸಬೇಕಾಗಿಲ್ಲ.” – ಡೆನ್ನಿಸ್ ವೀವರ್: [269, 530, 501, 589]
- lead-right-region: [515, 124, 1489, 1076]
- training-headline-line2: ಉದ್ಯಮಿ ತರಬೇತಿಗೆ ಅರ್ಜಿ ಆಹ್ವಾನ: [563, 2040, 968, 2083]
- lead-column-4: [762, 215, 995, 1075]
- list-item: 3. ಮರಗಳ ನಡುವಿನ ಪಾದಯಾತ್ರೆ ನಮಗೆ ಪ್ರಕೃತಿಯ ಔಷಧ; ಭೂಮಿಯನ್ನು ಎಂದಿಗೂ ವ್ಯರ್ಥವಾಗಿಸದಿರೋಣ. ವಿಶ್ವ ಪರಿಸರ ಆರೋಗ್ಯ ದಿನದ ಶುಭಾಶಯಗಳು!: [1009, 389, 1242, 468]
- rudset-headline-line2: ಅಳವಡಿಕೆ/ಸರ್ವೀಸ್ ತರಬೇತಿಗೆ ಅರ್ಜಿ ಆಹ್ವಾನ: [1188, 1884, 1467, 1941]
- body-text: ರಿಂದ ಪ್ರಾರಂಭವಾಗಲಿದ್ದು, ಕನ್ನಡ ಓದಲು ಮತ್ತು ಬರೆಯಲು ಬಲ್ಲ 18 ರಿಂದ 45 ವರ್ಷ ವಯೋಮಿತಿಯ ಗ್ರಾಮೀಣ ಅಭ್ಯರ್ಥಿಗಳು ಅರ್ಜಿ ಸಲ್ಲಿಸಬಹುದು. ಊಟ ಮತ್ತು ವಸತಿ ಸೌಲಭ್ಯ ಉಚಿತ. ಹೆಚ್ಚಿನ ಮಾಹಿತಿಗಾಗಿ ನಿರ್ದೇಶಕರು, ಎಸ್‌ಜೆಸಿ ಗ್ರಾಮೀಣ ಸ್ವ-ಉದ್ಯೋಗ ತರಬೇತಿ: [644, 2095, 888, 2186]
- training-column-1: [389, 2094, 632, 2213]
- body-text: ಅವಲಂಬಿತವಾಗಿದ್ದೇವೆ. ಇದು ನಮಗೆ ಆಹಾರ, ನೀರು ಮತ್ತು ಗಾಳಿಯನ್ನು ಒದಗಿಸುತ್ತದೆ. ಇದು ನಮ್ಮಲ್ಲಿರುವ ಅತ್ಯಮೂಲ್ಯ ಆಸ್ತಿಯಾಗಿದ್ದು ಅದನ್ನು ರಕ್ಷಿಸಬೇಕಾಗಿದೆ. ವಿಶ್ವ ಪರಿಸರ ಆರೋಗ್ಯ ದಿನದ ಶುಭಾಶಯಗಳು!: [1256, 217, 1489, 316]
- body-text: ಅಲ್ಲ; ರಕ್ಷಿಸುವುದು ಪ್ರತಿಯೊಬ್ಬರ ಜವಾಬ್ದಾರಿ.” – ಮೋಹಿತ್ ಅಗಡಿ: [515, 417, 748, 455]
- training-headline-line1: ಫೋಟೋಗ್ರಫಿ/ವಿಡಿಯೋಗ್ರಫಿ ಲಘು: [552, 1991, 980, 2037]
- list-item: 7. “ಪರಿಸರ ಮಾಲಿನ್ಯವು ಮಾನವೀಯತೆಯ ಮತ್ತು ಭೂಮಿಯ ಮೇಲಿನ ದೇಶದ್ರೋಹವಾಗಿದೆ!” – ಮೆಹ್ಮೆತ್ ಮುರತ್ ಇಲ್ಡಾನ್: [515, 466, 748, 524]
- body-text: ಸಮೀಕ್ಷೆಗೆ ಬರುವ ಸಿಬ್ಬಂದಿಗೆ ಕುಟುಂಬದ ಸದಸ್ಯರ, ಸ್ಥಿತಿಗತಿಗಳ ಬಗ್ಗೆ ನಿಖರ ಮಾಹಿತಿ ನೀಡಬೇಕು ಎಂದು ಸಮಾಜದ ಹಿರಿಯ ಮುಖಂಡರು ತಿಳಿಸಿದರು.: [985, 1340, 1132, 1430]
- sun-ray-shape: [1324, 326, 1407, 465]
- body-text: ಪ್ರತಿಯಾಗಿ ನಾವು ಏನು ಕೊಟ್ಟಿದ್ದೇವೆ ಎಂದು ಯೋಚಿಸುವುದು ಮುಖ್ಯ. ನಾವು ಎಷ್ಟೇ ಬುದ್ಧಿವಂತರಾದರೂ ಸಮಾಜಕ್ಕೆ ಸೇವೆ ಸಲ್ಲಿಸದಿದ್ದರೆ ಕಲಿಕೆ ಅಪೂರ್ಣ ಎಂದರು.: [23, 1386, 248, 1459]
- eediga-subhead: ನಿಖರ ಮಾಹಿತಿ ನೀಡಿ: ಈಡಿಗರಿಗೆ ಮುಖಂಡರ ಮನವಿ: [1002, 1139, 1472, 1173]
- body-text: ತುಮಕೂರು: ಬೆಂಗಳೂರು ಗ್ರಾಮಾಂತರ ಜಿಲ್ಲೆ ನೆಲಮಂಗಲದಲ್ಲಿರುವ ರುಡ್‌ಸೆಟ್ ಸಂಸ್ಥೆಯಲ್ಲಿ ಅಕ್ಟೋಬರ್ 6 ರಿಂದ 13 ದಿನಗಳ ಉಚಿತ ಸಿಸಿ ಟಿವಿ ಕ್ಯಾಮೆರಾ ಅಳವಡಿಕೆ/ಸರ್ವೀಸ್ ತರಬೇತಿ ನಡೆಯಲಿದ್ದು ಗ್ರಾಮೀಣ ಯುವಕ-ಯುವತಿಯರಿಂದ ಅರ್ಜಿ ಆಹ್ವಾನಿಸಲಾಗಿದೆ.: [1166, 1950, 1489, 2021]
- lead-headline: ವಿಶ್ವ ಪರಿಸರ ಆರೋಗ್ಯ ದಿನ: [704, 124, 1300, 201]
- body-text: ಕಾಣೆಯಾದ ವ್ಯಕ್ತಿಯು 5.6 ಅಡಿ ಎತ್ತರ, ಗೋಧಿ ಮೈಬಣ್ಣ, ಕಪ್ಪು ಬಣ್ಣ, ಕೋಲು ಮುಖ, ಸಾಧಾರಣ ಮೈಕಟ್ಟು ಹೊಂದಿದ್ದು, ಕನ್ನಡ ಮಾತನಾಡುತ್ತಾನೆ. ಮನೆಯಿಂದ ಹೋಗುವಾಗ ನೀಲಿ ಬಣ್ಣದ ಚೌಕಳಿ ಅಂಗಿ ಧರಿಸಿದ್ದನು. ವೆಂಕಟೇಶನ ಬಗ್ಗೆ ಸುಳಿವು ಸಿಕ್ಕಲ್ಲಿ ದೂ.ಸಂ. 08132-225229/ 220294, 0816-2278000, ಮಾ.ಸಂ. 9480802963-36-00ಯನ್ನು ಸಂಪರ್ಕಿಸಬೇಕೆಂದು ಪೊಲೀಸ್ ಸಬ್ ಇನ್ಸ್‌ಪೆಕ್ಟರ್ ಮನವಿ ಮಾಡಿದ್ದಾರೆ.: [1166, 1715, 1489, 1843]
- soil-shape: [23, 850, 255, 926]
- body-text: ಶಿವಣ್ಣ 6 ಅಡಿ ಎತ್ತರ, ಕಪ್ಪು ಮೈಬಣ್ಣ, ಕೋಲು ಮುಖ, ಸಾಧಾರಣ ಮೈಕಟ್ಟು ಹೊಂದಿದ್ದು, ಕನ್ನಡ ಮಾತನಾಡು ತ್ತಾನೆ. ಈತ ಮನೆಯಿಂದ ಹೋಗುವಾಗ ಕೆಂಪು ಬಣ್ಣದ ಶರ್ಟ್, ಕಂದು ಬಣ್ಣದ ಬರ್ಮುಡಾ ಧರಿಸಿದ್ದನು. ಕಾಣೆಯಾದವನ ಬಗ್ಗೆ ಸುಳಿವು ಸಿಕ್ಕಲ್ಲಿ ದೂ.ವಾ.ಸಂ.08137-278634/ 282313, 0816-2278000, ಮೊ.ಸಂ. 9480802976-40ಯನ್ನು ಸಂಪರ್ಕಿಸಬೇಕೆಂದು ಪೊಲೀಸ್ ಸಬ್ ಇನ್ಸ್‌ಪೆಕ್ಟರ್ ಮನವಿ ಮಾಡಿದ್ದಾರೆ.: [23, 2114, 363, 2223]
- column-rule: [971, 1093, 973, 1545]
- photo-leader-portrait: [1143, 1182, 1331, 1386]
- body-text: ನಮೂನೆಯಲ್ಲಿ ವಿವರಗಳನ್ನು ಭರ್ತಿ ಮಾಡಿ ಸಂಗ್ರಹಿಸಲು ಅವಕಾಶವಿರುತ್ತದೆ. ಸ್ವೀಕೃತವಾಗುವ ಆಕ್ಷೇಪಣೆಗಳನ್ನು ನಿಯಮಾನುಸಾರ ಪರಿಶೀಲಿಸಿದ ನಂತರವೇ ಅಂತಿಮ ಮತದಾರರ ಪಟ್ಟಿಯನ್ನು ಪ್ರಕಟಿಸಲಾಗುವುದು ಎಂದು ತಿಳಿಸಿದರು.: [483, 1875, 703, 1966]
- list-item: 9. ನಮ್ಮ ಪರಿಸರ ಗುಣಮಟ್ಟವನ್ನು ಸುಧಾರಿಸುವುದು ಮುಂದಿನ ಪೀಳಿಗೆಗೆ ನಾವು ನೀಡುವ ವಿಶೇಷ ಕೊಡುಗೆ. ವಿಶ್ವ ಪರಿಸರ ಆರೋಗ್ಯ ದಿನದ ಶುಭಾಶಯಗಳು!: [1256, 535, 1489, 614]
- body-text: ಉದ್ದೇಶವಾಗಿದೆ ಎಂದು ತಿಳಿಸಿದರು. ಜಿಲ್ಲೆಯಲ್ಲಿರುವ ಎಲ್ಲಾ ಮತಗಟ್ಟೆ ಮಟ್ಟದ ಅಧಿಕಾರಿಗಳು ಕಡ್ಡಾಯವಾಗಿ ತಮ್ಮ ಮತಗಟ್ಟೆ ವ್ಯಾಪ್ತಿಯ ಎಲ್ಲಾ ಮನೆಗಳಿಗೆ ತೆರಳಿ ನಿಗದಿತ ಅರ್ಜಿ ನಮೂನೆಗಳನ್ನು ವಿತರಿಸಬೇಕು.: [251, 1875, 471, 1947]
